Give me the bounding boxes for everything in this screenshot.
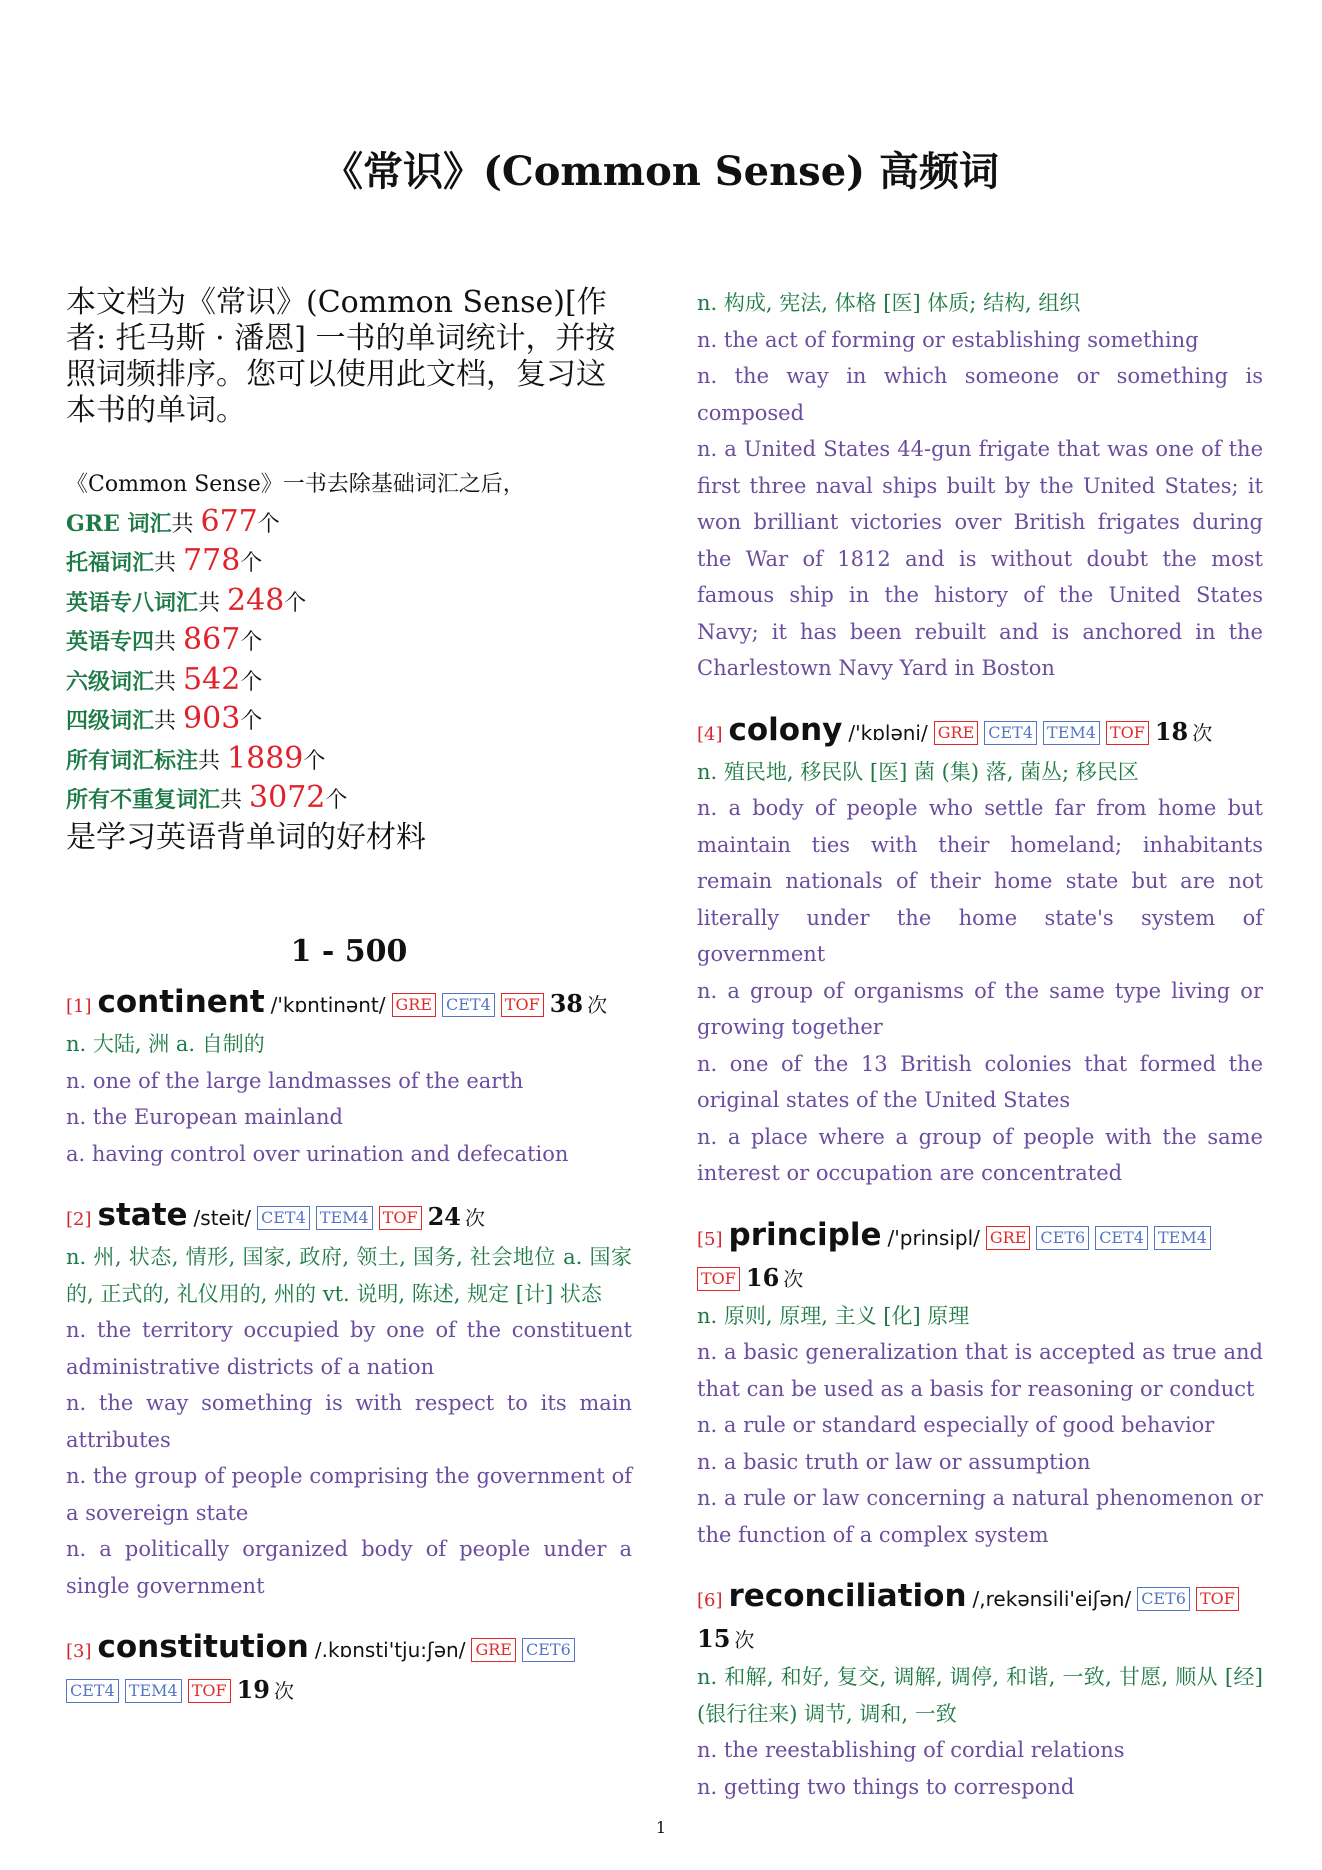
english-definition: a. having control over urination and defecation xyxy=(66,1141,569,1166)
entry-index: [3] xyxy=(66,1641,92,1662)
stat-pre: 共 xyxy=(154,551,184,576)
frequency-unit: 次 xyxy=(465,1206,485,1230)
stat-unit: 个 xyxy=(257,511,280,537)
entry-phonetic: /,rekənsili'eiʃən/ xyxy=(972,1587,1132,1611)
stat-pre: 共 xyxy=(154,669,184,695)
entry-index: [6] xyxy=(697,1590,723,1611)
level-tag: TOF xyxy=(188,1679,231,1703)
stat-line xyxy=(66,741,632,781)
chinese-definition: n. 和解, 和好, 复交, 调解, 调停, 和谐, 一致, 甘愿, 顺从 [经] (银行往来) 调节, 调和, 一致 xyxy=(697,1665,1263,1726)
entry-index: [2] xyxy=(66,1209,92,1230)
level-tag: TOF xyxy=(501,993,544,1017)
frequency-unit: 次 xyxy=(783,1266,804,1291)
stat-label: 托福词汇 xyxy=(66,550,155,576)
english-definition: n. the way in which someone or something is composed xyxy=(697,364,1263,425)
entries-left xyxy=(66,983,632,1710)
stat-pre: 共 xyxy=(198,590,228,616)
level-tag: TEM4 xyxy=(316,1206,373,1230)
stat-number: 778 xyxy=(183,543,241,578)
stat-unit: 个 xyxy=(240,630,263,655)
stats-lead: 《Common Sense》一书去除基础词汇之后， xyxy=(66,472,525,497)
level-tag: CET4 xyxy=(984,721,1037,745)
intro-paragraph: 本文档为《常识》(Common Sense)[作者: 托马斯 · 潘恩] 一书的单词统计，并按照词频排序。您可以使用此文档，复习这本书的单词。 xyxy=(66,285,616,428)
word-entry xyxy=(697,1216,1263,1554)
word-entry xyxy=(697,1577,1263,1805)
english-definition: n. a rule or law concerning a natural phenomenon or the function of a complex system xyxy=(697,1486,1263,1547)
stat-pre: 共 xyxy=(154,630,184,655)
stat-line xyxy=(66,662,632,702)
entry-index: [1] xyxy=(66,996,92,1017)
entry-head xyxy=(66,983,632,1026)
level-tag: CET4 xyxy=(257,1206,310,1230)
english-definition: n. one of the 13 British colonies that formed the original states of the United States xyxy=(697,1051,1263,1112)
stat-number: 677 xyxy=(200,503,258,539)
stat-unit: 个 xyxy=(240,709,263,734)
level-tag: TEM4 xyxy=(1043,721,1100,745)
entries-right xyxy=(697,285,1263,1805)
english-definition: n. the territory occupied by one of the constituent administrative districts of a nation xyxy=(66,1318,632,1379)
level-tag: TEM4 xyxy=(1154,1226,1211,1250)
stat-label: 英语专四 xyxy=(66,629,155,655)
entry-index: [5] xyxy=(697,1228,723,1250)
stats-lines xyxy=(66,504,632,820)
entry-word: state xyxy=(97,1197,188,1233)
english-definition: n. a basic generalization that is accepted as true and that can be used as a basis for reasoning or conduct xyxy=(697,1340,1263,1401)
stat-number: 1889 xyxy=(227,740,304,776)
english-definition: n. a place where a group of people with the same interest or occupation are concentrated xyxy=(697,1124,1263,1185)
word-entry xyxy=(66,1628,632,1710)
stat-pre: 共 xyxy=(154,709,184,734)
stat-number: 903 xyxy=(183,701,241,736)
english-definition: n. the way something is with respect to its main attributes xyxy=(66,1391,632,1452)
stat-label: GRE 词汇 xyxy=(66,510,172,537)
entry-word: constitution xyxy=(97,1629,309,1665)
stat-label: 英语专八词汇 xyxy=(66,589,199,616)
entry-head xyxy=(697,711,1263,754)
level-tag: TOF xyxy=(1196,1587,1239,1611)
stat-line xyxy=(66,583,632,623)
frequency-unit: 次 xyxy=(1192,720,1213,745)
vocab-stats xyxy=(66,467,632,856)
stat-pre: 共 xyxy=(171,511,201,537)
page-title: 《常识》(Common Sense) 高频词 xyxy=(322,148,999,195)
english-definition: n. a basic truth or law or assumption xyxy=(697,1449,1091,1474)
english-definition: n. one of the large landmasses of the earth xyxy=(66,1068,524,1093)
stat-number: 248 xyxy=(227,582,285,618)
stat-line xyxy=(66,780,632,820)
english-definition: n. a rule or standard especially of good behavior xyxy=(697,1413,1215,1437)
stat-number: 867 xyxy=(183,622,241,657)
chinese-definition: n. 殖民地, 移民队 [医] 菌 (集) 落, 菌丛; 移民区 xyxy=(697,759,1139,784)
level-tag: CET6 xyxy=(1137,1587,1190,1611)
stat-label: 所有不重复词汇 xyxy=(66,787,221,813)
stat-unit: 个 xyxy=(303,748,326,774)
frequency-count: 16 xyxy=(745,1262,780,1292)
english-definition: n. getting two things to correspond xyxy=(697,1774,1075,1799)
stat-unit: 个 xyxy=(240,551,263,576)
entry-phonetic: /'kɒləni/ xyxy=(848,720,928,745)
stat-number: 3072 xyxy=(249,780,326,815)
stat-line xyxy=(66,622,632,662)
level-tag: CET6 xyxy=(1036,1226,1089,1250)
entry-head xyxy=(697,1577,1263,1659)
word-entry xyxy=(66,983,632,1172)
entry-word: continent xyxy=(97,984,265,1020)
frequency-unit: 次 xyxy=(274,1679,294,1703)
stats-tail: 是学习英语背单词的好材料 xyxy=(66,819,426,855)
level-tag: TOF xyxy=(379,1206,422,1230)
stat-pre: 共 xyxy=(220,788,250,813)
entry-word: principle xyxy=(728,1216,882,1253)
frequency-unit: 次 xyxy=(734,1628,755,1652)
level-tag: GRE xyxy=(934,721,979,745)
entry-head xyxy=(66,1196,632,1239)
stat-label: 所有词汇标注 xyxy=(66,747,199,774)
word-entry xyxy=(66,1196,632,1604)
entry-head xyxy=(66,1628,632,1710)
stat-line xyxy=(66,543,632,583)
stat-unit: 个 xyxy=(325,788,348,813)
entry-phonetic: /.kɒnsti'tju:ʃən/ xyxy=(314,1638,466,1662)
english-definition: n. the act of forming or establishing something xyxy=(697,327,1199,352)
stat-unit: 个 xyxy=(284,590,307,616)
frequency-count: 15 xyxy=(697,1624,731,1653)
english-definition: n. the group of people comprising the government of a sovereign state xyxy=(66,1464,632,1525)
chinese-definition: n. 原则, 原理, 主义 [化] 原理 xyxy=(697,1303,970,1328)
level-tag: TOF xyxy=(1106,721,1149,745)
english-definition: n. a body of people who settle far from home but maintain ties with their homeland; inhabitants remain nationals of their home state but are not literally under the home state's system of government xyxy=(697,796,1263,966)
frequency-count: 19 xyxy=(236,1675,270,1704)
word-entry xyxy=(697,285,1263,687)
frequency-unit: 次 xyxy=(587,993,608,1017)
level-tag: GRE xyxy=(471,1638,516,1662)
stat-number: 542 xyxy=(183,661,241,697)
chinese-definition: n. 州, 状态, 情形, 国家, 政府, 领土, 国务, 社会地位 a. 国家的, 正式的, 礼仪用的, 州的 vt. 说明, 陈述, 规定 [计] 状态 xyxy=(66,1245,632,1306)
level-tag: GRE xyxy=(392,993,437,1017)
frequency-count: 38 xyxy=(549,989,584,1018)
frequency-count: 18 xyxy=(1154,716,1189,746)
range-heading: 1 - 500 xyxy=(290,934,408,969)
frequency-count: 24 xyxy=(427,1202,461,1231)
left-column xyxy=(66,285,632,1734)
level-tag: CET4 xyxy=(1095,1226,1148,1250)
entry-word: colony xyxy=(728,711,843,748)
entry-phonetic: /'prinsipl/ xyxy=(887,1225,980,1250)
english-definition: n. a politically organized body of people under a single government xyxy=(66,1537,632,1598)
stat-pre: 共 xyxy=(198,748,228,774)
level-tag: CET6 xyxy=(522,1638,575,1662)
entry-phonetic: /steit/ xyxy=(193,1206,251,1230)
level-tag: GRE xyxy=(986,1226,1031,1250)
page-number: 1 xyxy=(655,1818,667,1837)
english-definition: n. the reestablishing of cordial relations xyxy=(697,1738,1125,1762)
chinese-definition: n. 大陆, 洲 a. 自制的 xyxy=(66,1032,265,1056)
chinese-definition: n. 构成, 宪法, 体格 [医] 体质; 结构, 组织 xyxy=(697,291,1081,315)
stat-line xyxy=(66,504,632,544)
stat-label: 六级词汇 xyxy=(66,668,155,695)
entry-index: [4] xyxy=(697,723,723,745)
level-tag: CET4 xyxy=(66,1679,119,1703)
stat-line xyxy=(66,701,632,741)
english-definition: n. a group of organisms of the same type living or growing together xyxy=(697,978,1263,1039)
english-definition: n. a United States 44-gun frigate that was one of the first three naval ships built by the United States; it won brilliant victories over British frigates during the War of 1812 and is without doubt the most famous ship in the history of the United States Navy; it has been rebuilt and is anchored in the Charlestown Navy Yard in Boston xyxy=(697,437,1263,680)
entry-word: reconciliation xyxy=(728,1578,967,1614)
right-column xyxy=(697,285,1263,1829)
level-tag: CET4 xyxy=(442,993,495,1017)
entry-phonetic: /'kɒntinənt/ xyxy=(270,993,386,1017)
stat-label: 四级词汇 xyxy=(66,708,155,734)
entry-head xyxy=(697,1216,1263,1298)
stat-unit: 个 xyxy=(240,669,263,695)
level-tag: TEM4 xyxy=(125,1679,182,1703)
word-entry xyxy=(697,711,1263,1192)
english-definition: n. the European mainland xyxy=(66,1105,343,1129)
level-tag: TOF xyxy=(697,1267,740,1291)
